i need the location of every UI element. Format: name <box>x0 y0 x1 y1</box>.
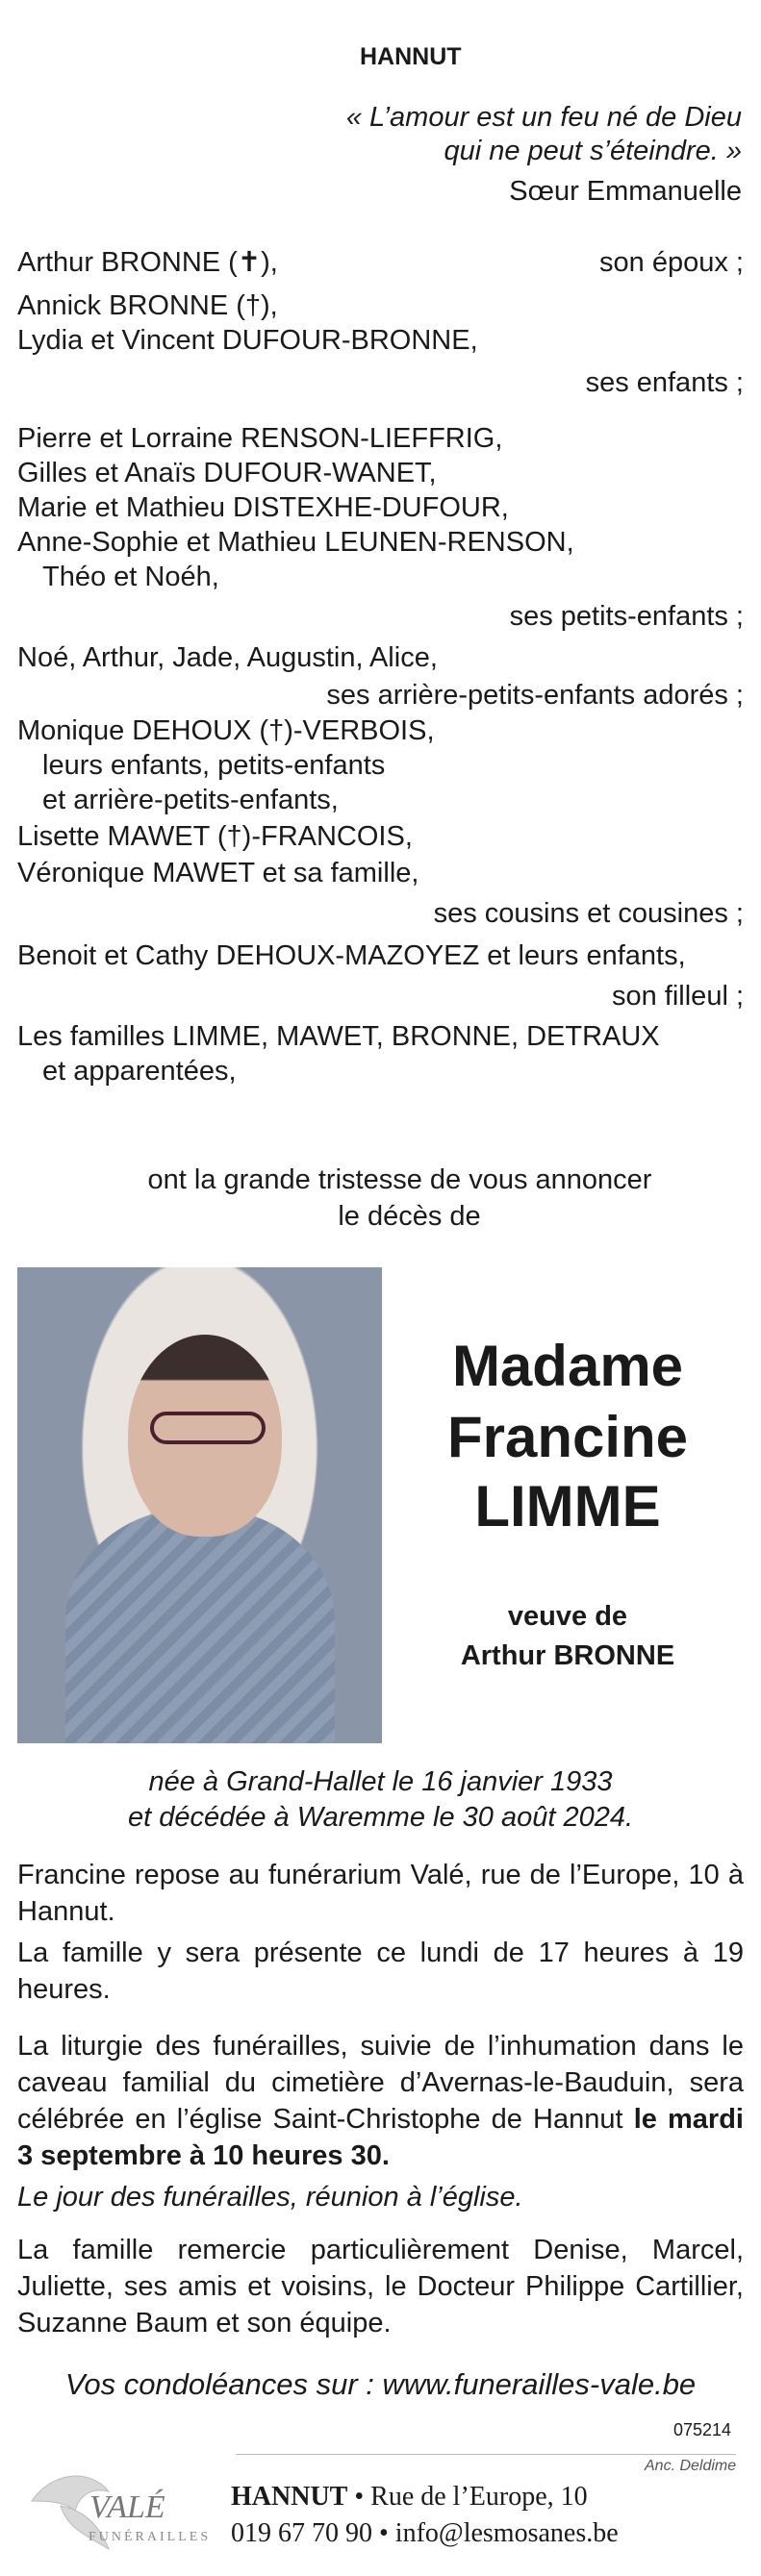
condolences-link[interactable]: Vos condoléances sur : www.funerailles-vale.be <box>64 2367 697 2401</box>
vale-logo <box>17 2458 215 2559</box>
family-name-line: Annick BRONNE (†), <box>17 290 278 321</box>
info-liturgy-date: le mardi 3 septembre à 10 heures 30. <box>17 2104 744 2171</box>
family-name-line: Arthur BRONNE (✝), <box>17 247 278 278</box>
family-relation-line: ses petits-enfants ; <box>509 601 744 632</box>
family-name-line: et apparentées, <box>42 1056 237 1087</box>
deceased-last-name: LIMME <box>474 1474 661 1538</box>
family-name-line: et arrière-petits-enfants, <box>42 785 339 815</box>
firm-note: Anc. Deldime <box>645 2458 737 2474</box>
footer-phone: 019 67 70 90 <box>231 2518 372 2548</box>
family-name-line: Pierre et Lorraine RENSON-LIEFFRIG, <box>17 423 503 454</box>
deceased-first-name: Francine <box>446 1405 689 1469</box>
announce-line-1: ont la grande tristesse de vous annoncer <box>147 1164 652 1195</box>
info-liturgy <box>17 2028 744 2174</box>
family-name-line: Véronique MAWET et sa famille, <box>17 858 419 888</box>
family-name-line: leurs enfants, petits-enfants <box>42 750 386 781</box>
logo-sub-text: FUNÉRAILLES <box>89 2530 212 2544</box>
family-name-line: Marie et Mathieu DISTEXHE-DUFOUR, <box>17 492 509 523</box>
info-meeting: Le jour des funérailles, réunion à l’église. <box>17 2182 523 2213</box>
family-name-line: Gilles et Anaïs DUFOUR-WANET, <box>17 458 437 488</box>
logo-main-text: VALÉ <box>89 2489 165 2525</box>
footer-street: • Rue de l’Europe, 10 <box>347 2482 588 2512</box>
photo-glasses <box>150 1412 266 1444</box>
footer-contact <box>231 2516 619 2551</box>
family-name-line: Les familles LIMME, MAWET, BRONNE, DETRAUX <box>17 1021 660 1052</box>
footer-email[interactable]: • info@lesmosanes.be <box>372 2518 619 2548</box>
family-relation-line: son filleul ; <box>611 981 744 1012</box>
family-name-line: Lydia et Vincent DUFOUR-BRONNE, <box>17 325 478 356</box>
family-name-line: Monique DEHOUX (†)-VERBOIS, <box>17 715 435 746</box>
family-name-line: Lisette MAWET (†)-FRANCOIS, <box>17 821 413 852</box>
quote-line-2: qui ne peut s’éteindre. » <box>444 136 742 166</box>
info-repose: Francine repose au funérarium Valé, rue de l’Europe, 10 à Hannut. <box>17 1860 744 1927</box>
info-presence: La famille y sera présente ce lundi de 17 heures à 19 heures. <box>17 1938 744 2005</box>
deceased-photo <box>17 1267 382 1743</box>
footer-address <box>231 2480 588 2514</box>
announce-line-2: le décès de <box>338 1201 481 1232</box>
family-name-line: Théo et Noéh, <box>42 562 219 592</box>
family-name-line: Noé, Arthur, Jade, Augustin, Alice, <box>17 642 438 673</box>
quote-author: Sœur Emmanuelle <box>509 176 742 207</box>
reference-number: 075214 <box>673 2420 732 2439</box>
dates-line-2: et décédée à Waremme le 30 août 2024. <box>127 1802 634 1833</box>
deceased-title: Madame <box>451 1334 684 1398</box>
widow-line-2: Arthur BRONNE <box>460 1640 675 1671</box>
family-relation-line: son époux ; <box>599 247 744 278</box>
family-relation-line: ses enfants ; <box>585 367 744 398</box>
photo-scarf <box>65 1508 335 1743</box>
quote-line-1: « L’amour est un feu né de Dieu <box>345 102 742 133</box>
footer-rule <box>236 2454 736 2455</box>
widow-line-1: veuve de <box>507 1601 628 1632</box>
family-relation-line: ses cousins et cousines ; <box>433 898 744 929</box>
family-name-line: Anne-Sophie et Mathieu LEUNEN-RENSON, <box>17 527 574 558</box>
dates-line-1: née à Grand-Hallet le 16 janvier 1933 <box>148 1766 613 1797</box>
footer-town: HANNUT <box>231 2482 348 2512</box>
info-liturgy-text: La liturgie des funérailles, suivie de l’inhumation dans le caveau familial du cimetière d’Avernas-le-Bauduin, sera célébrée en l’église Saint-Christophe de Hannut <box>17 2031 744 2135</box>
info-thanks: La famille remercie particulièrement Denise, Marcel, Juliette, ses amis et voisins, le Docteur Philippe Cartillier, Suzanne Baum et son équipe. <box>17 2235 744 2338</box>
family-name-line: Benoit et Cathy DEHOUX-MAZOYEZ et leurs enfants, <box>17 940 686 971</box>
family-relation-line: ses arrière-petits-enfants adorés ; <box>326 680 744 711</box>
town-heading: HANNUT <box>360 43 462 70</box>
